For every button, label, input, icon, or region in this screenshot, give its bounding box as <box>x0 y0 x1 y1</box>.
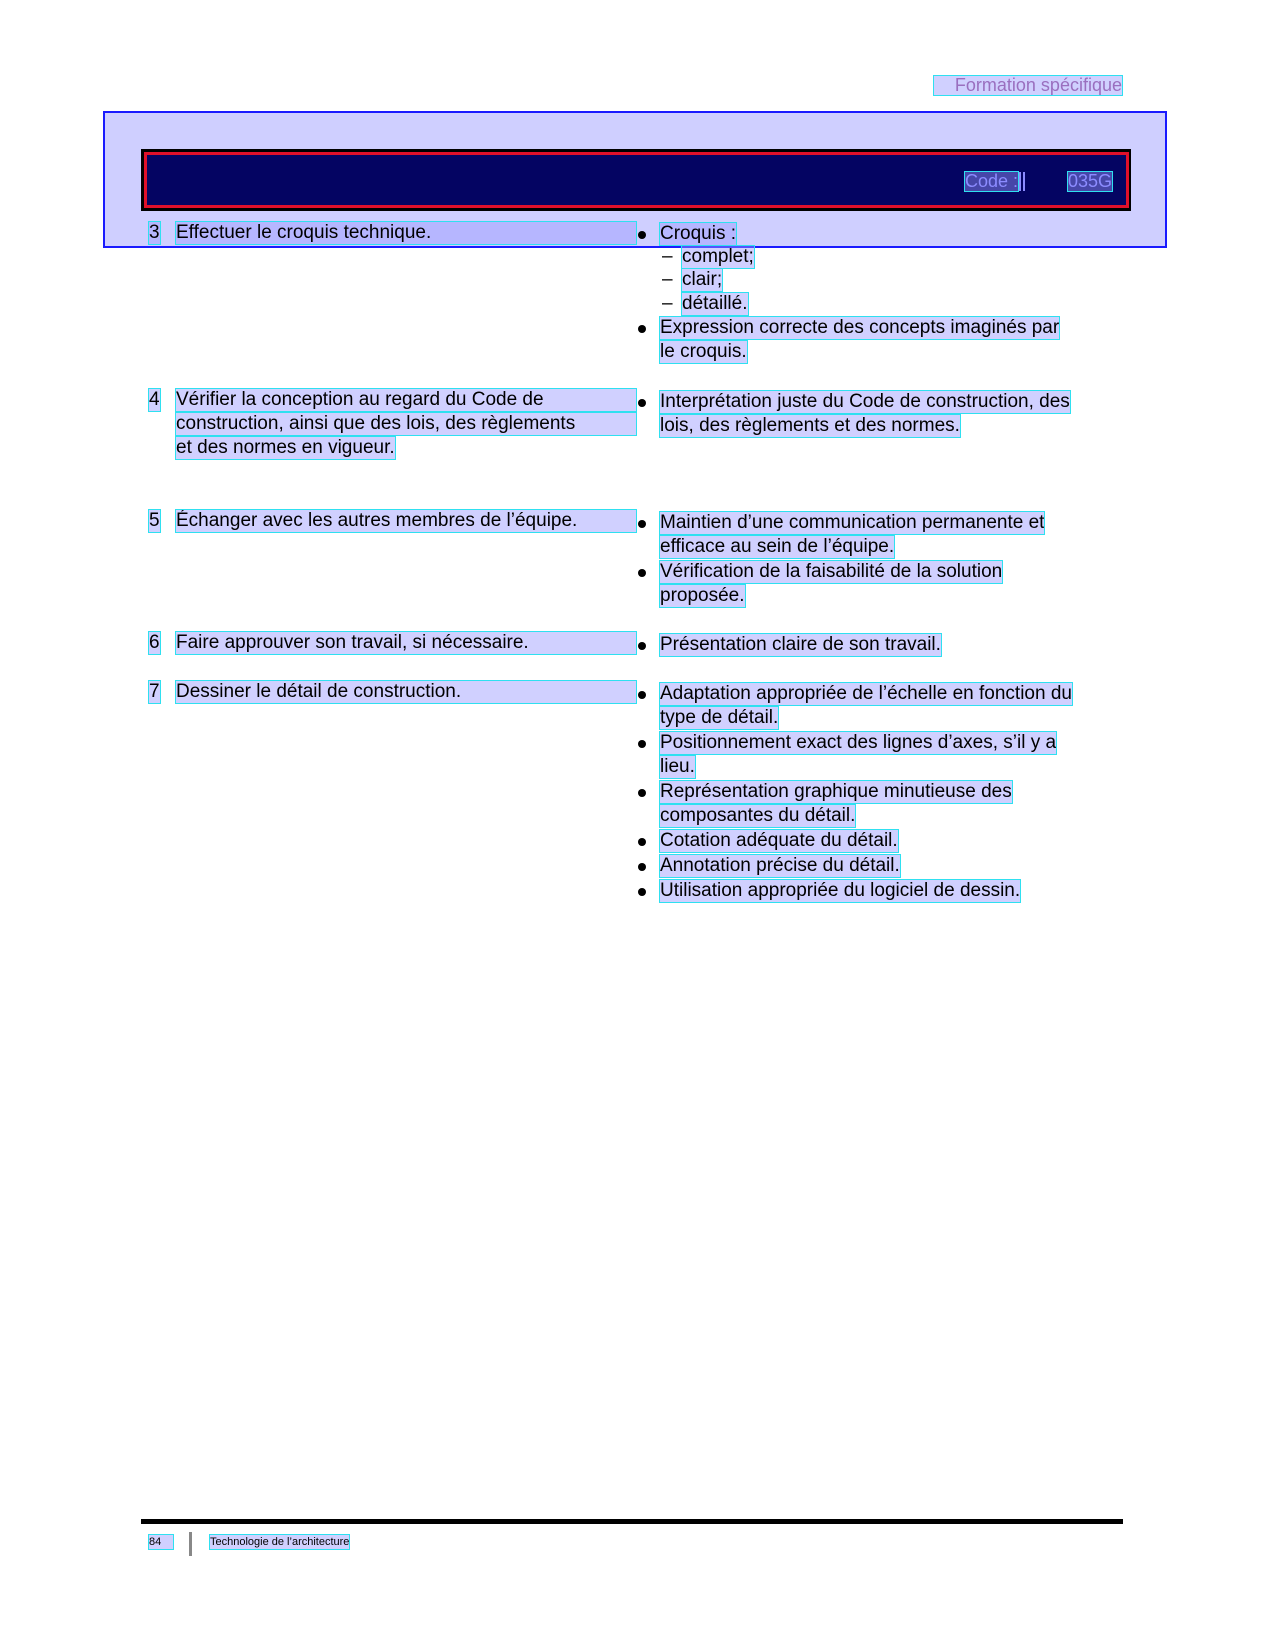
criterion-text: proposée. <box>660 585 745 606</box>
element-number: 7 <box>149 681 160 702</box>
criterion-text: Utilisation appropriée du logiciel de dessin. <box>660 880 1021 901</box>
bullet-icon <box>638 838 646 846</box>
bullet-icon <box>638 863 646 871</box>
criterion-subitem: détaillé. <box>682 293 748 314</box>
bullet-icon <box>638 325 646 333</box>
bullet-icon <box>638 399 646 407</box>
criterion-text: type de détail. <box>660 707 779 728</box>
dash-icon: – <box>662 293 673 314</box>
criterion-subitem: clair; <box>682 269 723 290</box>
criterion-text: Cotation adéquate du détail. <box>660 830 898 851</box>
footer-page-number: 84 <box>149 1535 173 1549</box>
criterion-text: Interprétation juste du Code de construction, des <box>660 391 1070 412</box>
code-label: Code : <box>965 171 1019 191</box>
element-text: Vérifier la conception au regard du Code de <box>176 389 636 411</box>
criterion-text: le croquis. <box>660 341 747 362</box>
element-number: 3 <box>149 222 160 243</box>
bullet-icon <box>638 691 646 699</box>
bullet-icon <box>638 888 646 896</box>
element-number: 4 <box>149 389 160 410</box>
running-title: Formation spécifique <box>934 76 1122 95</box>
criterion-text: Adaptation appropriée de l’échelle en fonction du <box>660 683 1072 704</box>
criterion-text: lois, des règlements et des normes. <box>660 415 960 436</box>
criterion-text: composantes du détail. <box>660 805 856 826</box>
criterion-text: Vérification de la faisabilité de la solution <box>660 561 1003 582</box>
criterion-text: Croquis : <box>660 223 737 244</box>
criterion-text: Représentation graphique minutieuse des <box>660 781 1012 802</box>
criterion-subitem: complet; <box>682 246 754 267</box>
element-text: Effectuer le croquis technique. <box>176 222 636 244</box>
element-text: Faire approuver son travail, si nécessaire. <box>176 632 636 654</box>
element-text: Échanger avec les autres membres de l’équipe. <box>176 510 636 532</box>
footer-rule <box>141 1519 1123 1524</box>
footer-separator <box>189 1532 192 1556</box>
dash-icon: – <box>662 246 673 267</box>
element-number: 5 <box>149 510 160 531</box>
bullet-icon <box>638 520 646 528</box>
bullet-icon <box>638 789 646 797</box>
criterion-text: efficace au sein de l’équipe. <box>660 536 895 557</box>
criterion-text: Maintien d’une communication permanente et <box>660 512 1045 533</box>
dash-icon: – <box>662 269 673 290</box>
element-text: et des normes en vigueur. <box>176 437 395 458</box>
bullet-icon <box>638 231 646 239</box>
footer-title: Technologie de l’architecture <box>210 1536 350 1548</box>
criterion-text: lieu. <box>660 756 695 777</box>
bullet-icon <box>638 740 646 748</box>
criterion-text: Positionnement exact des lignes d’axes, s’il y a <box>660 732 1057 753</box>
element-text: Dessiner le détail de construction. <box>176 681 636 703</box>
element-number: 6 <box>149 632 160 653</box>
bullet-icon <box>638 569 646 577</box>
criterion-text: Présentation claire de son travail. <box>660 634 941 655</box>
criterion-text: Expression correcte des concepts imaginés par <box>660 317 1060 338</box>
bullet-icon <box>638 642 646 650</box>
code-value: 035G <box>1068 171 1113 191</box>
criterion-text: Annotation précise du détail. <box>660 855 900 876</box>
element-text: construction, ainsi que des lois, des règlements <box>176 413 636 435</box>
code-separator <box>1019 172 1025 191</box>
